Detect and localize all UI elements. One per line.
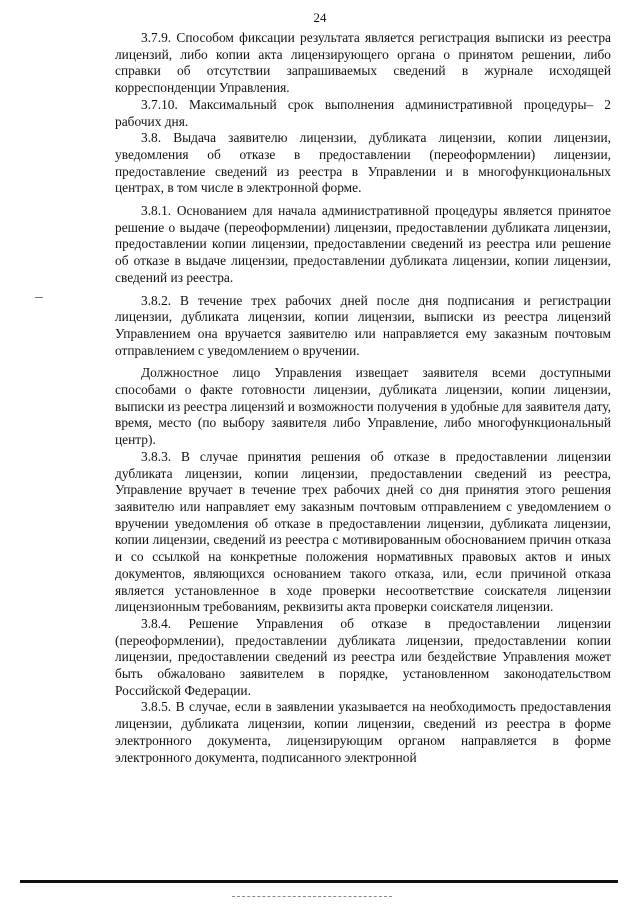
document-body: [115, 30, 611, 766]
paragraph-3-7-10: 3.7.10. Максимальный срок выполнения административной процедуры– 2 рабочих дня.: [115, 96, 611, 129]
paragraph-3-8-5: 3.8.5. В случае, если в заявлении указывается на необходимость предоставления лицензии, дубликата лицензии, копии лицензии, сведений из реестра в форме электронного документа, лицензирующим органом направляется в форме электронного документа, подписанного электронной: [115, 699, 611, 765]
page-number: 24: [313, 10, 327, 25]
footer-dashed-line: [232, 896, 392, 898]
margin-mark: [35, 297, 43, 298]
bottom-rule: [20, 880, 618, 883]
paragraph-3-8-2: 3.8.2. В течение трех рабочих дней после дня подписания и регистрации лицензии, дубликата лицензии, копии лицензии, выписки из реестра лицензий Управлением она вручается заявителю или направляется ему заказным почтовым отправлением с уведомлением о вручении.: [115, 292, 611, 358]
paragraph-3-8-4: 3.8.4. Решение Управления об отказе в предоставлении лицензии (переоформлении), предоставлении дубликата лицензии, предоставлении копии лицензии, предоставлении сведений из реестра или бездействие Управления может быть обжаловано заявителем в порядке, установленном законодательством Российской Федерации.: [115, 615, 611, 698]
paragraph-3-7-9: 3.7.9. Способом фиксации результата является регистрация выписки из реестра лицензий, либо копии акта лицензирующего органа о принятом решении, либо справки об отсутствии запрашиваемых сведений в журнале исходящей корреспонденции Управления.: [115, 30, 611, 96]
paragraph-3-8-3: 3.8.3. В случае принятия решения об отказе в предоставлении лицензии дубликата лицензии, копии лицензии, предоставлении сведений из реестра, Управление вручает в течение трех рабочих дней со дня принятия этого решения заявителю или направляет ему заказным почтовым отправлением с уведомлением о вручении уведомления об отказе в предоставлении лицензии, дубликата лицензии, копии лицензии, сведений из реестра с мотивированным обоснованием причин отказа и со ссылкой на конкретные положения нормативных правовых актов и иных документов, являющихся основанием такого отказа, или, если причиной отказа является установленное в ходе проверки несоответствие соискателя лицензии лицензионным требованиям, реквизиты акта проверки соискателя лицензии.: [115, 448, 611, 615]
paragraph-3-8: 3.8. Выдача заявителю лицензии, дубликата лицензии, копии лицензии, уведомления об отказе в предоставлении (переоформлении) лицензии, предоставление сведений из реестра в Управлении и в многофункциональных центрах, в том числе в электронной форме.: [115, 130, 611, 196]
paragraph-notification: Должностное лицо Управления извещает заявителя всеми доступными способами о факте готовности лицензии, дубликата лицензии, копии лицензии, выписки из реестра лицензий и возможности получения в удобные для заявителя дату, время, место (по выбору заявителя либо Управление, либо многофункциональный центр).: [115, 365, 611, 448]
paragraph-3-8-1: 3.8.1. Основанием для начала административной процедуры является принятое решение о выдаче (переоформлении) лицензии, предоставлении дубликата лицензии, предоставлении копии лицензии, предоставлении сведений из реестра или решение об отказе в выдаче лицензии, предоставлении дубликата лицензии, копии лицензии, сведений из реестра.: [115, 203, 611, 285]
